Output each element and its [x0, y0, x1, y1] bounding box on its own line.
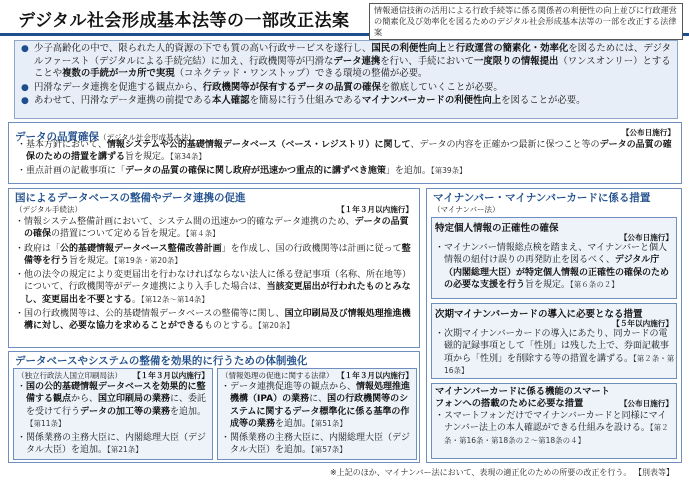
mynumber-sub-3-title: マイナンバーカードに係る機能のスマートフォンへの搭載のために必要な措置	[435, 386, 610, 409]
org-right-law: （情報処理の促進に関する法律）	[221, 371, 334, 380]
page-subtitle: 情報通信技術の活用による行政手続等に係る関係者の利便性の向上並びに行政運営の簡素化及び効率化を図るためのデジタル社会形成基本法等の一部を改正する法律案	[369, 3, 683, 40]
org-heading: データベースやシステムの整備を効果的に行うための体制強化	[15, 355, 308, 367]
quality-item: ・ 基本方針において、情報システムや公的基礎情報データベース（ベース・レジストリ）に関して、データの内容を正確かつ最新に保つこと等のデータの品質の確保のための措置を講ずる旨を規定。【第34条】	[17, 139, 677, 164]
footnote: ※上記のほか、マイナンバー法において、表現の適正化のための所要の改正を行う。 【別表等】	[330, 468, 674, 477]
mynumber-sub-1	[431, 217, 677, 299]
mynumber-sub-2-tag: 【５年以内施行】	[612, 319, 673, 328]
mynumber-sub-2-item: ・ 次期マイナンバーカードの導入にあたり、同カードの電磁的記録事項として「性別」は残した上で、券面記載事項から「性別」を削除する等の措置を講ずる。【第２条・第16条】	[435, 328, 675, 377]
quality-heading: データの品質確保（デジタル社会形成基本法）	[15, 131, 197, 143]
db-heading: 国によるデータベースの整備やデータ連携の促進	[15, 192, 246, 204]
intro-item: ● 円滑なデータ連携を促進する観点から、行政機関等が保有するデータの品質の確保を徹底していくことが必要。	[21, 82, 671, 95]
db-section	[8, 188, 420, 348]
db-item: ・ 他の法令の規定により変更届出を行わなければならない法人に係る登記事項（名称、所在地等）について、行政機関等がデータ連携により入手した場合は、当該変更届出が行われたものとみなし、変更届出を不要とする。【第12条～第14条】	[15, 269, 415, 306]
org-left-item: ・ 国の公的基礎情報データベースを効果的に整備する観点から、国立印刷局の業務に、委託を受けて行うデータの加工等の業務を追加。【第11条】	[17, 381, 211, 430]
mynumber-sub-3-item: ・ スマートフォンだけでマイナンバーカードと同様にマイナンバー法上の本人確認ができる仕組みを設ける。【第２条・第16条・第18条の２～第18条の４】	[435, 410, 675, 447]
org-left-box	[13, 368, 213, 460]
intro-box	[14, 40, 678, 119]
quality-tag: 【公布日施行】	[621, 128, 675, 137]
quality-section	[8, 122, 682, 184]
mynumber-sub-1-item: ・ マイナンバー情報総点検を踏まえ、マイナンバーと個人情報の紐付け誤りの再発防止を図るべく、デジタル庁（内閣総理大臣）が特定個人情報の正確性の確保のための必要な支援を行う旨を規定。【第６条の２】	[435, 242, 675, 291]
mynumber-sub-3	[431, 383, 677, 459]
quality-item: ・ 重点計画の記載事項に「データの品質の確保に関し政府が迅速かつ重点的に講ずべき施策」を追加。【第39条】	[17, 165, 677, 177]
org-left-law: （独立行政法人国立印刷局法）	[17, 371, 122, 380]
intro-item: ● 少子高齢化の中で、限られた人的資源の下でも質の高い行政サービスを遂行し、国民の利便性向上と行政運営の簡素化・効率化を図るためには、デジタルファースト（デジタルによる手続完結）に加え、行政機関等が円滑なデータ連携を行い、手続において一度限りの情報提出（ワンスオンリー）とすることや複数の手続が一カ所で実現（コネクテッド・ワンストップ）できる環境の整備が必要。	[21, 43, 671, 81]
intro-item: ● あわせて、円滑なデータ連携の前提である本人確認を簡易に行う仕組みであるマイナンバーカードの利便性向上を図ることが必要。	[21, 95, 671, 108]
mynumber-sub-1-title: 特定個人情報の正確性の確保	[435, 223, 559, 234]
mynumber-sub-2	[431, 303, 677, 379]
page-title: デジタル社会形成基本法等の一部改正法案	[18, 11, 350, 31]
db-tag: 【１年３月以内施行】	[337, 205, 413, 214]
org-left-item: ・ 関係業務の主務大臣に、内閣総理大臣（デジタル大臣）を追加。【第21条】	[17, 432, 211, 457]
org-right-item: ・ データ連携促進等の観点から、情報処理推進機構（IPA）の業務に、国の行政機関等のシステムに関するデータ標準化に係る基準の作成等の業務を追加。【第51条】	[221, 381, 415, 430]
org-right-box	[217, 368, 417, 460]
mynumber-sub-1-tag: 【公布日施行】	[619, 233, 673, 242]
org-right-tag: 【１年３月以内施行】	[337, 371, 413, 380]
title-bar	[0, 0, 689, 36]
db-law: （デジタル手続法）	[15, 205, 83, 214]
mynumber-sub-2-title: 次期マイナンバーカードの導入に必要となる措置	[435, 309, 643, 320]
db-item: ・ 政府は「公的基礎情報データベース整備改善計画」を作成し、国の行政機関等は計画に従って整備等を行う旨を規定。【第19条・第20条】	[15, 243, 415, 268]
mynumber-section	[426, 188, 682, 463]
org-right-item: ・ 関係業務の主務大臣に、内閣総理大臣（デジタル大臣）を追加。【第57条】	[221, 432, 415, 457]
org-section	[8, 351, 420, 463]
db-item: ・ 情報システム整備計画において、システム間の迅速かつ的確なデータ連携のため、データの品質の確保の措置について定める旨を規定。【第４条】	[15, 216, 415, 241]
mynumber-sub-3-tag: 【公布日施行】	[619, 399, 673, 408]
mynumber-law: （マイナンバー法）	[433, 205, 500, 214]
db-item: ・ 国の行政機関等は、公的基礎情報データベースの整備等に関し、国立印刷局及び情報処理推進機構に対し、必要な協力を求めることができるものとする。【第20条】	[15, 308, 415, 333]
org-left-tag: 【１年３月以内施行】	[133, 371, 209, 380]
mynumber-heading: マイナンバー・マイナンバーカードに係る措置	[433, 192, 651, 204]
